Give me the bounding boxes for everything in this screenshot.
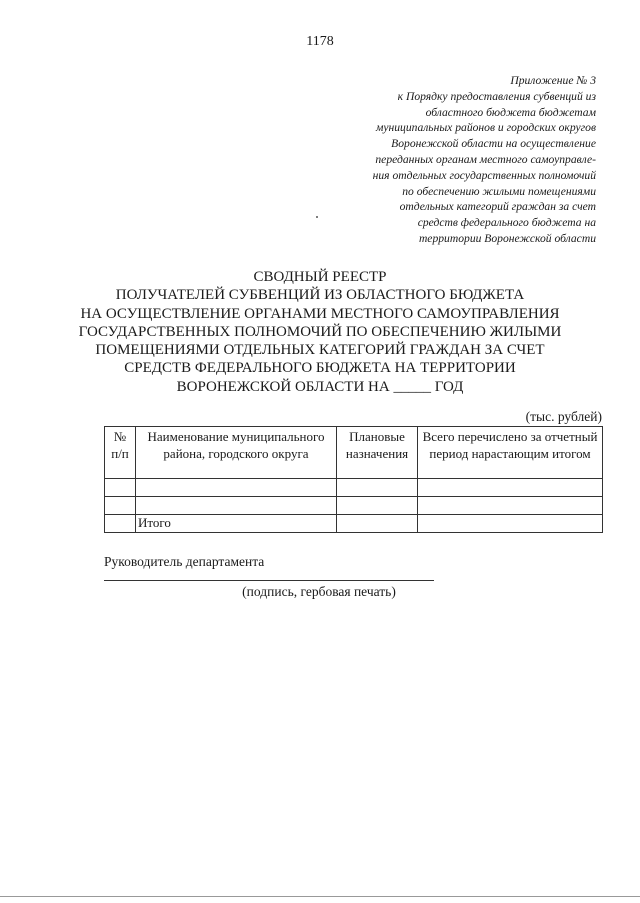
appendix-line: территории Воронежской области bbox=[418, 231, 596, 245]
total-row bbox=[105, 515, 603, 533]
table-cell bbox=[136, 497, 337, 515]
table-header-row bbox=[105, 427, 603, 479]
table-cell bbox=[418, 497, 603, 515]
appendix-line: областного бюджета бюджетам bbox=[425, 105, 596, 119]
header-transferred: Всего перечислено за отчетный период нарастающим итогом bbox=[418, 427, 603, 479]
table-row bbox=[105, 497, 603, 515]
appendix-line: средств федерального бюджета на bbox=[417, 216, 596, 230]
appendix-line: по обеспечению жилыми помещениями bbox=[402, 184, 596, 198]
appendix-line: отдельных категорий граждан за счет bbox=[399, 200, 596, 214]
table-cell bbox=[337, 479, 418, 497]
registry-table bbox=[104, 426, 603, 533]
scan-speck bbox=[316, 216, 318, 218]
signature-label: Руководитель департамента bbox=[104, 554, 265, 569]
header-municipality: Наименование муниципального района, городского округа bbox=[136, 427, 337, 479]
title-line: СВОДНЫЙ РЕЕСТР bbox=[253, 269, 387, 285]
appendix-block bbox=[296, 73, 596, 247]
document-title bbox=[0, 268, 640, 396]
appendix-line: Воронежской области на осуществление bbox=[391, 137, 596, 151]
signature-caption: (подпись, гербовая печать) bbox=[242, 584, 396, 599]
header-planned: Плановые назначения bbox=[337, 427, 418, 479]
units-label: (тыс. рублей) bbox=[525, 409, 602, 424]
title-line: ПОЛУЧАТЕЛЕЙ СУБВЕНЦИЙ ИЗ ОБЛАСТНОГО БЮДЖЕТА bbox=[115, 287, 525, 304]
appendix-heading: Приложение № 3 bbox=[510, 74, 596, 87]
table-cell bbox=[136, 479, 337, 497]
title-line: НА ОСУЩЕСТВЛЕНИЕ ОРГАНАМИ МЕСТНОГО САМОУПРАВЛЕНИЯ bbox=[80, 305, 560, 322]
appendix-line: муниципальных районов и городских округов bbox=[375, 121, 596, 135]
table-cell bbox=[105, 479, 136, 497]
appendix-line: к Порядку предоставления субвенций из bbox=[397, 89, 596, 103]
signature-line bbox=[104, 580, 434, 581]
table-row bbox=[105, 479, 603, 497]
table-cell bbox=[418, 515, 603, 533]
page-bottom-rule bbox=[0, 896, 640, 897]
appendix-line: ния отдельных государственных полномочий bbox=[372, 168, 596, 182]
table-cell bbox=[418, 479, 603, 497]
total-label: Итого bbox=[136, 515, 337, 533]
appendix-line: переданных органам местного самоуправле- bbox=[375, 152, 596, 166]
table-cell bbox=[105, 515, 136, 533]
page-number: 1178 bbox=[306, 34, 334, 49]
title-line: ГОСУДАРСТВЕННЫХ ПОЛНОМОЧИЙ ПО ОБЕСПЕЧЕНИЮ ЖИЛЫМИ bbox=[78, 323, 562, 340]
table-cell bbox=[105, 497, 136, 515]
header-number: № п/п bbox=[105, 427, 136, 479]
title-line: СРЕДСТВ ФЕДЕРАЛЬНОГО БЮДЖЕТА НА ТЕРРИТОРИИ bbox=[124, 360, 516, 377]
title-line: ВОРОНЕЖСКОЙ ОБЛАСТИ НА _____ ГОД bbox=[176, 378, 464, 395]
table-cell bbox=[337, 497, 418, 515]
title-line: ПОМЕЩЕНИЯМИ ОТДЕЛЬНЫХ КАТЕГОРИЙ ГРАЖДАН ЗА СЧЕТ bbox=[95, 342, 545, 359]
table-cell bbox=[337, 515, 418, 533]
